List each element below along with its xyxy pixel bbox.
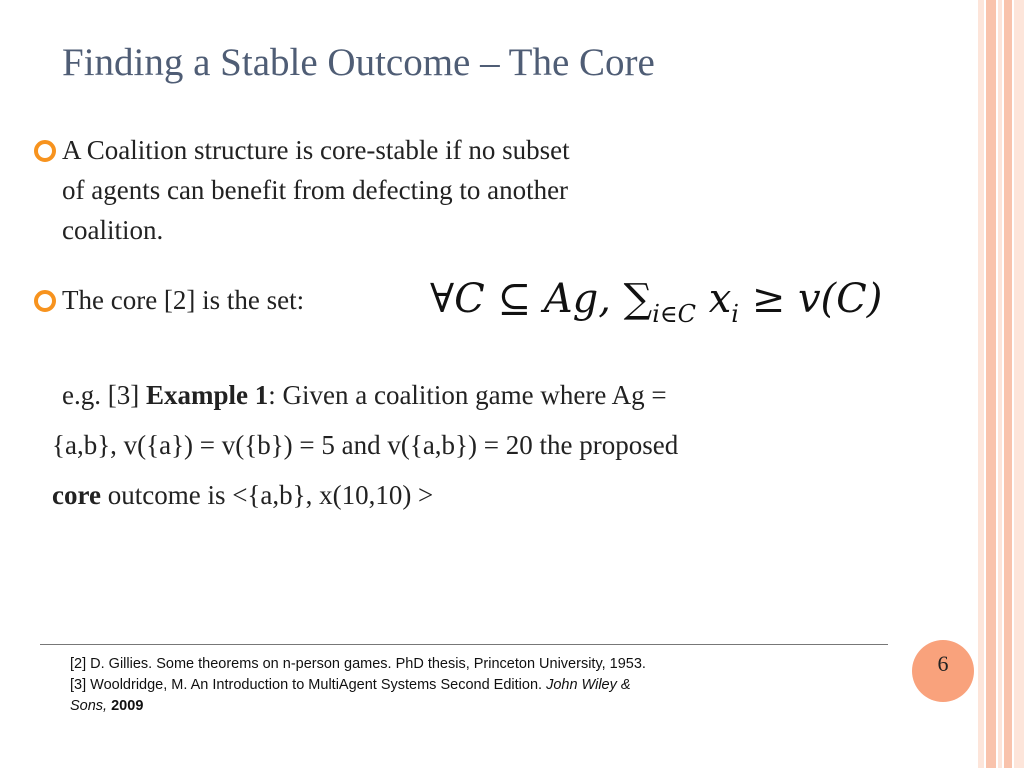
- example-line: [52, 370, 952, 420]
- slide-title: Finding a Stable Outcome – The Core: [62, 41, 655, 84]
- example-core-word: core: [52, 480, 101, 510]
- example-label: Example 1: [145, 380, 269, 410]
- formula-vc: v(C): [797, 276, 883, 322]
- formula-c: C: [454, 276, 485, 322]
- bullet-text: The core [2] is the set:: [62, 285, 305, 315]
- reference-3-cont: [70, 696, 830, 717]
- reference-3-year: 2009: [107, 698, 144, 714]
- page-number: 6: [937, 651, 949, 676]
- core-formula: [430, 276, 882, 328]
- formula-x-subscript: i: [731, 300, 739, 328]
- example-line1-rest: : Given a coalition game where Ag =: [268, 380, 667, 410]
- formula-subseteq: ⊆: [497, 276, 531, 322]
- reference-3-publisher-cont: Sons,: [70, 698, 108, 714]
- formula-sum-subscript: i∈C: [652, 300, 697, 328]
- example-line: {a,b}, v({a}) = v({b}) = 5 and v({a,b}) = 20 the proposed: [52, 430, 679, 460]
- formula-geq: ≥: [751, 276, 786, 322]
- formula-forall: ∀: [430, 276, 455, 322]
- formula-ag: Ag,: [543, 276, 611, 322]
- bullet-ring-icon: [34, 140, 56, 162]
- reference-2: [2] D. Gillies. Some theorems on n-person games. PhD thesis, Princeton University, 1953.: [70, 656, 646, 672]
- footnote-divider: [40, 644, 888, 645]
- example-prefix: e.g. [3]: [62, 380, 146, 410]
- example-line: [52, 470, 952, 520]
- decorative-side-stripes: [978, 0, 1024, 768]
- bullet-ring-icon: [34, 290, 56, 312]
- reference-3: [70, 675, 830, 696]
- reference-3-main: [3] Wooldridge, M. An Introduction to MultiAgent Systems Second Edition.: [70, 677, 547, 693]
- bullet-line: coalition.: [62, 215, 164, 245]
- example-block: [52, 370, 952, 520]
- bullet-line: A Coalition structure is core-stable if no subset: [62, 135, 570, 165]
- reference-3-publisher: John Wiley &: [546, 677, 631, 693]
- formula-sum: ∑: [623, 276, 653, 322]
- bullet-line: of agents can benefit from defecting to another: [62, 175, 569, 205]
- page-number-badge: [912, 640, 974, 702]
- example-line3-rest: outcome is <{a,b}, x(10,10) >: [100, 480, 434, 510]
- formula-x: x: [708, 276, 732, 322]
- bullet-text: [34, 130, 914, 250]
- references: [70, 654, 830, 717]
- bullet-core-stable: [34, 130, 914, 250]
